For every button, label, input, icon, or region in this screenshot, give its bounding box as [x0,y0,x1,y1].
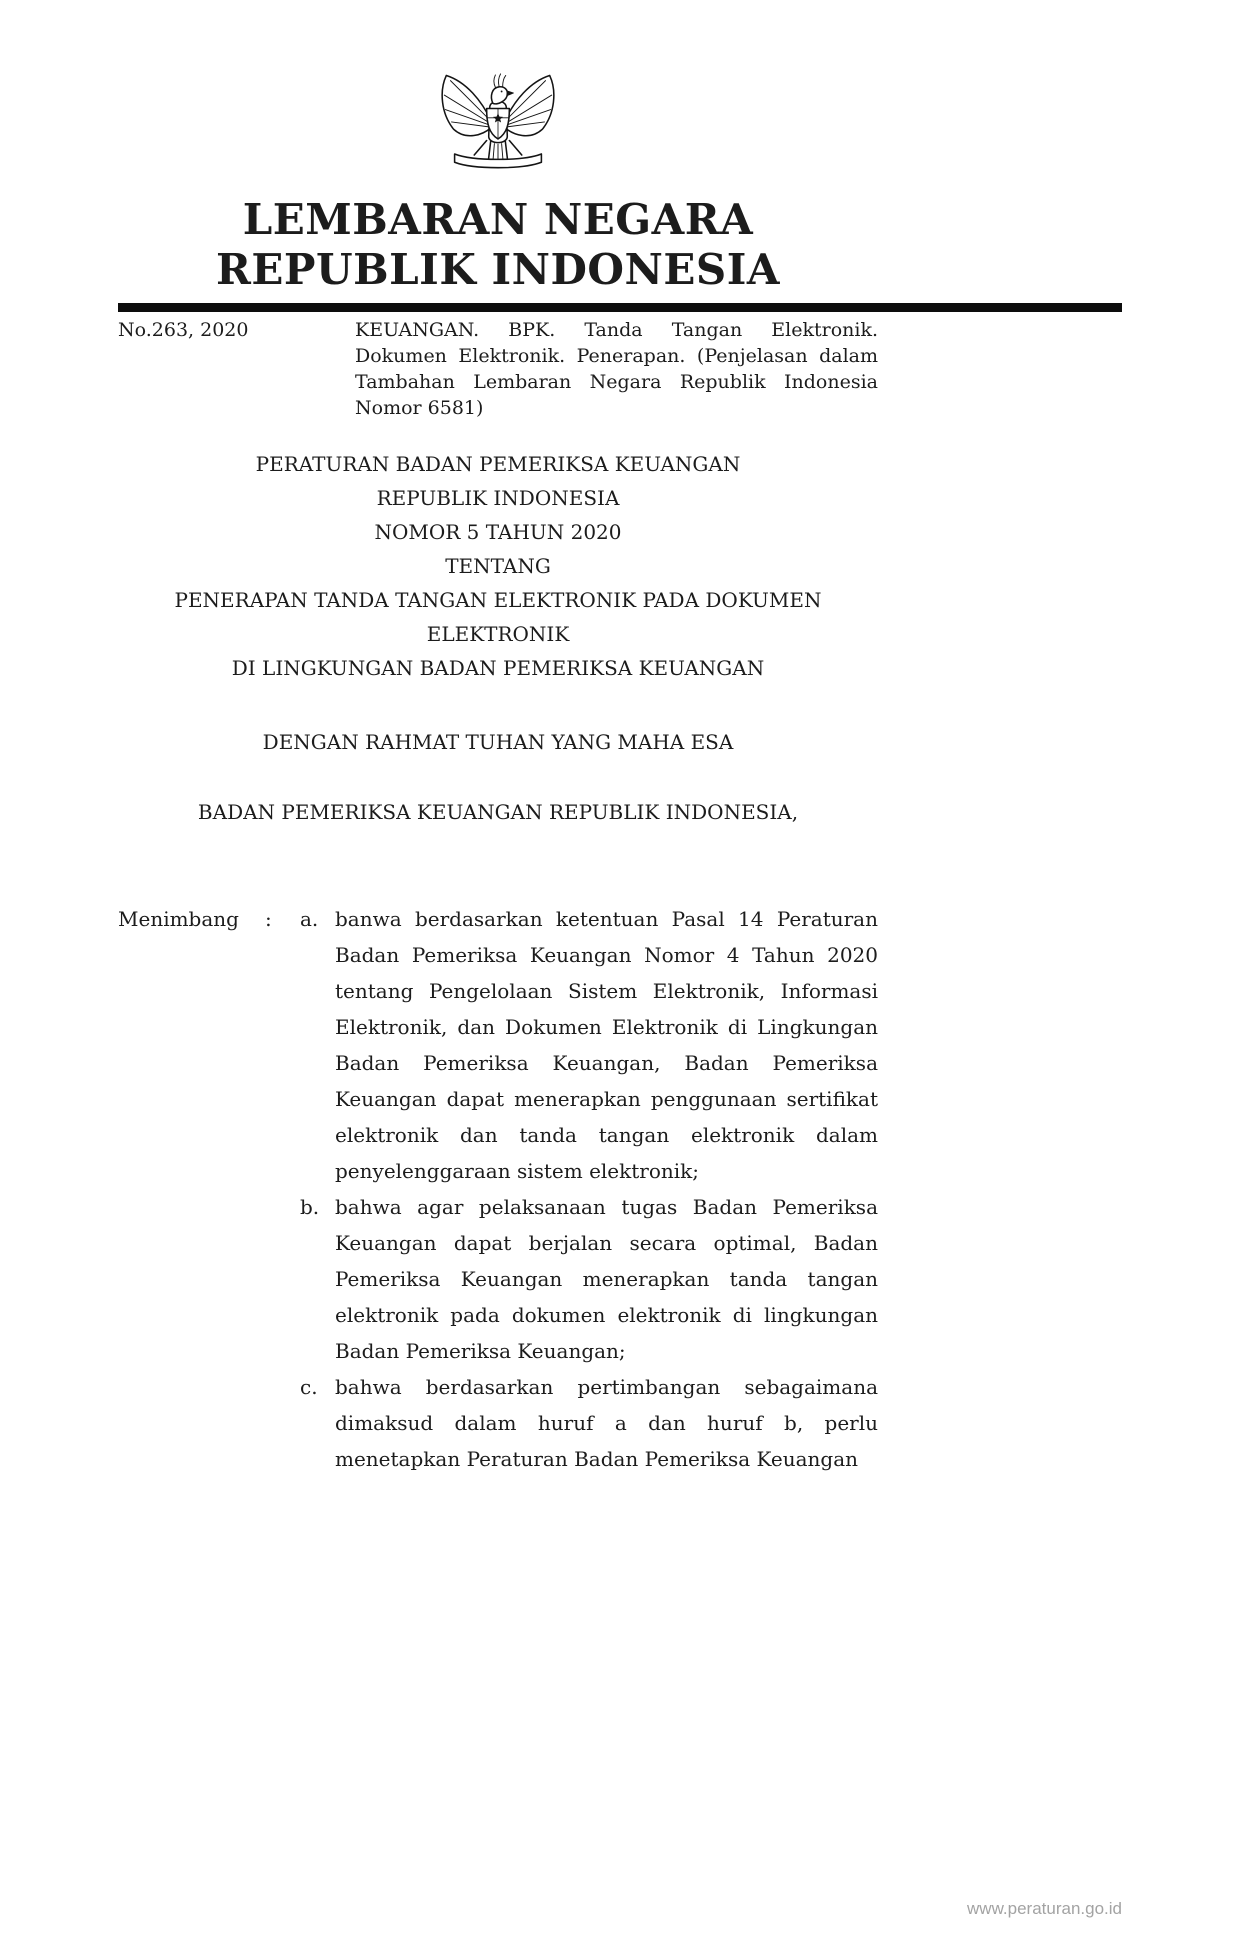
gazette-header [118,317,878,421]
considering-item-b [300,1189,878,1369]
considering-item-c [300,1369,878,1477]
regulation-title-block [118,447,878,685]
considering-section [118,901,878,1477]
considering-separator: : [265,907,272,931]
considering-item-a [300,901,878,1189]
item-text: bahwa agar pelaksanaan tugas Badan Pemeriksa Keuangan dapat berjalan secara optimal, Badan Pemeriksa Keuangan menerapkan tanda tangan elektronik pada dokumen elektronik di lingkungan Badan Pemeriksa Keuangan; [335,1195,878,1363]
page-title [118,195,878,295]
regulation-title-line: REPUBLIK INDONESIA [376,486,620,510]
masthead-line-2: REPUBLIK INDONESIA [216,245,780,294]
regulation-title-line: PERATURAN BADAN PEMERIKSA KEUANGAN [255,452,741,476]
masthead-line-1: LEMBARAN NEGARA [242,195,754,244]
gazette-number: No.263, 2020 [118,319,249,341]
regulation-title-line: NOMOR 5 TAHUN 2020 [374,520,622,544]
issuing-authority-line: BADAN PEMERIKSA KEUANGAN REPUBLIK INDONESIA, [197,800,799,824]
considering-items [300,901,878,1477]
subject-annotation [355,317,878,421]
regulation-title-line: TENTANG [445,554,551,578]
regulation-title-line: PENERAPAN TANDA TANGAN ELEKTRONIK PADA DOKUMEN ELEKTRONIK [174,588,822,646]
item-text: banwa berdasarkan ketentuan Pasal 14 Peraturan Badan Pemeriksa Keuangan Nomor 4 Tahun 2020 tentang Pengelolaan Sistem Elektronik, Informasi Elektronik, dan Dokumen Elektronik di Lingkungan Badan Pemeriksa Keuangan, Badan Pemeriksa Keuangan dapat menerapkan penggunaan sertifikat elektronik dan tanda tangan elektronik dalam penyelenggaraan sistem elektronik; [335,907,878,1183]
item-letter: a. [300,907,319,931]
subject-line: Dokumen Elektronik. Penerapan. (Penjelasan dalam [355,345,878,367]
item-letter: b. [300,1195,320,1219]
subject-line: Tambahan Lembaran Negara Republik Indonesia [355,371,878,393]
invocation-line: DENGAN RAHMAT TUHAN YANG MAHA ESA [262,730,734,754]
footer-url: www.peraturan.go.id [967,1899,1122,1918]
subject-line: Nomor 6581) [355,397,484,419]
garuda-pancasila-emblem [118,64,878,183]
item-text: bahwa berdasarkan pertimbangan sebagaimana dimaksud dalam huruf a dan huruf b, perlu menetapkan Peraturan Badan Pemeriksa Keuangan [335,1375,878,1471]
considering-label: Menimbang [118,907,239,931]
masthead-rule [118,303,1122,312]
item-letter: c. [300,1375,318,1399]
regulation-title-line: DI LINGKUNGAN BADAN PEMERIKSA KEUANGAN [231,656,765,680]
garuda-eagle-icon [436,64,560,183]
subject-line: KEUANGAN. BPK. Tanda Tangan Elektronik. [355,319,878,341]
footer-watermark [967,1899,1122,1919]
